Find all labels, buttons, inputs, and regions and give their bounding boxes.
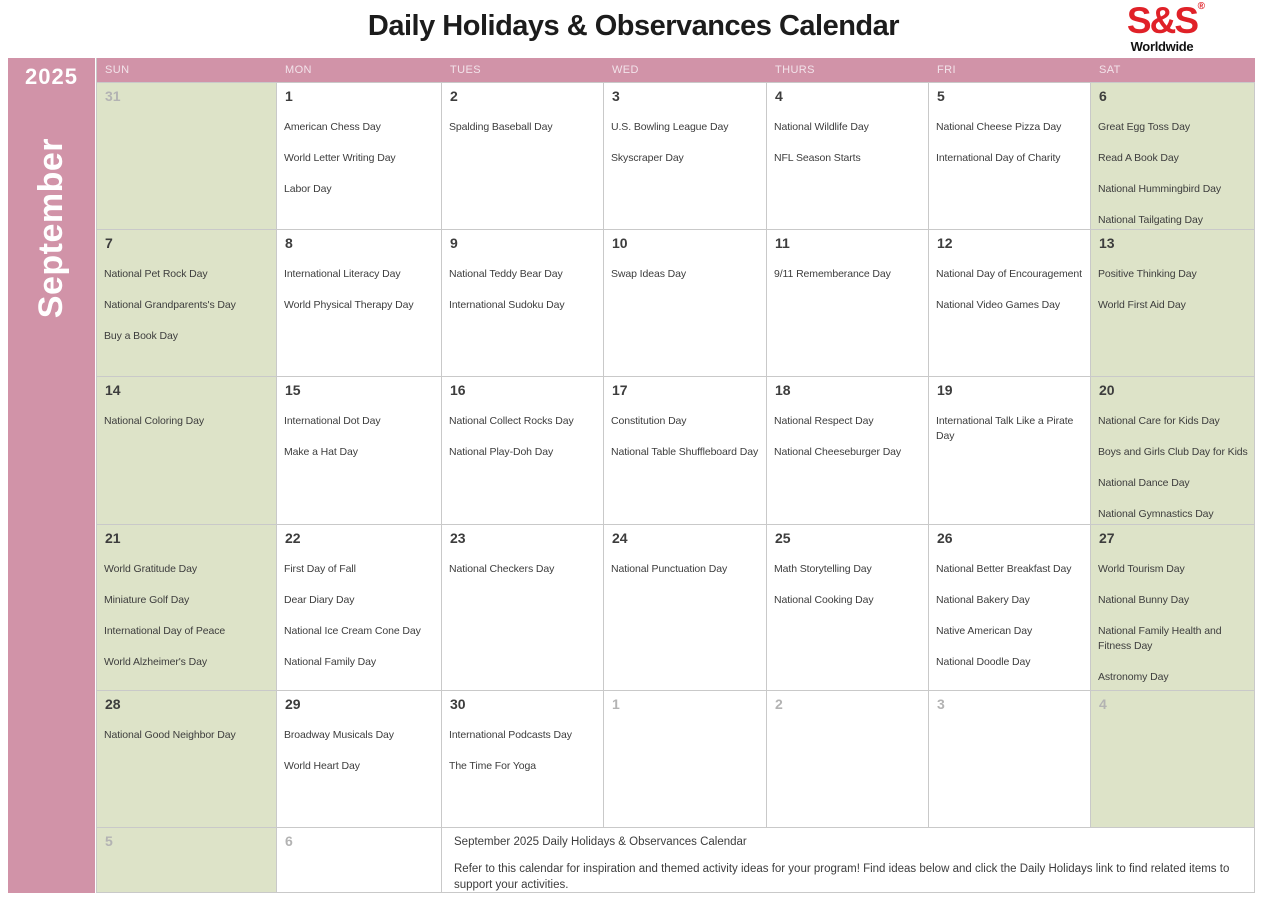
holiday-label: Astronomy Day — [1098, 671, 1169, 683]
day-number: 25 — [775, 530, 791, 546]
day-number: 4 — [775, 88, 783, 104]
day-header-tues: TUES — [442, 58, 604, 82]
day-number: 31 — [105, 88, 121, 104]
holiday-label: National Dance Day — [1098, 477, 1190, 489]
holiday-label: National Ice Cream Cone Day — [284, 625, 421, 637]
top-bar — [0, 0, 1267, 58]
calendar-cell — [604, 525, 767, 691]
holiday-label: National Care for Kids Day — [1098, 415, 1220, 427]
registered-mark: ® — [1197, 1, 1205, 12]
holiday-label: U.S. Bowling League Day — [611, 121, 729, 133]
calendar-cell — [277, 828, 442, 893]
calendar-cell — [277, 691, 442, 828]
ss-worldwide-logo — [1126, 0, 1205, 54]
holiday-label: Swap Ideas Day — [611, 268, 687, 280]
calendar-cell — [97, 525, 277, 691]
footer-note — [442, 828, 1255, 893]
calendar-cell — [442, 230, 604, 377]
holiday-label: National Day of Encouragement — [936, 268, 1082, 280]
calendar-cell — [604, 230, 767, 377]
day-number: 6 — [285, 833, 293, 849]
day-number: 14 — [105, 382, 121, 398]
holiday-label: World Heart Day — [284, 760, 360, 772]
holiday-label: American Chess Day — [284, 121, 381, 133]
day-header-fri: FRI — [929, 58, 1091, 82]
day-number: 1 — [285, 88, 293, 104]
holiday-label: National Video Games Day — [936, 299, 1061, 311]
calendar-cell — [97, 82, 277, 230]
holiday-label: Labor Day — [284, 183, 332, 195]
holiday-label: Spalding Baseball Day — [449, 121, 553, 133]
holiday-label: International Literacy Day — [284, 268, 401, 280]
calendar-cell — [767, 691, 929, 828]
holiday-label: World First Aid Day — [1098, 299, 1186, 311]
holiday-label: NFL Season Starts — [774, 152, 861, 164]
holiday-label: National Table Shuffleboard Day — [611, 446, 759, 458]
day-number: 6 — [1099, 88, 1107, 104]
holiday-label: National Hummingbird Day — [1098, 183, 1222, 195]
day-number: 18 — [775, 382, 791, 398]
day-number: 7 — [105, 235, 113, 251]
day-number: 20 — [1099, 382, 1115, 398]
calendar-cell — [929, 691, 1091, 828]
holiday-label: First Day of Fall — [284, 563, 356, 575]
calendar-cell — [1091, 230, 1255, 377]
calendar-cell — [767, 525, 929, 691]
calendar-page — [8, 58, 1267, 893]
holiday-label: National Good Neighbor Day — [104, 729, 236, 741]
day-number: 2 — [775, 696, 783, 712]
calendar-cell — [442, 691, 604, 828]
holiday-label: National Coloring Day — [104, 415, 205, 427]
calendar-cell — [929, 230, 1091, 377]
calendar-cell — [97, 377, 277, 525]
day-header-thurs: THURS — [767, 58, 929, 82]
day-number: 17 — [612, 382, 628, 398]
holiday-label: Broadway Musicals Day — [284, 729, 394, 741]
holiday-label: National Punctuation Day — [611, 563, 728, 575]
holiday-label: Read A Book Day — [1098, 152, 1179, 164]
calendar-cell — [442, 525, 604, 691]
calendar-cell — [1091, 82, 1255, 230]
day-header-mon: MON — [277, 58, 442, 82]
day-number: 28 — [105, 696, 121, 712]
holiday-label: World Letter Writing Day — [284, 152, 396, 164]
day-number: 16 — [450, 382, 466, 398]
calendar-cell — [929, 377, 1091, 525]
footer-note-body: Refer to this calendar for inspiration and themed activity ideas for your program! Find ideas below and click the Daily Holidays link to find related items to support your activities. — [454, 863, 1230, 891]
calendar-cell — [442, 377, 604, 525]
day-number: 1 — [612, 696, 620, 712]
holiday-label: International Podcasts Day — [449, 729, 572, 741]
day-number: 13 — [1099, 235, 1115, 251]
holiday-label: Buy a Book Day — [104, 330, 178, 342]
holiday-label: National Pet Rock Day — [104, 268, 208, 280]
holiday-label: Math Storytelling Day — [774, 563, 872, 575]
calendar-cell — [767, 82, 929, 230]
day-number: 21 — [105, 530, 121, 546]
calendar-cell — [277, 82, 442, 230]
holiday-label: Dear Diary Day — [284, 594, 355, 606]
logo-sub-text: Worldwide — [1130, 39, 1194, 54]
holiday-label: Boys and Girls Club Day for Kids — [1098, 446, 1248, 458]
day-number: 29 — [285, 696, 301, 712]
holiday-label: National Grandparents's Day — [104, 299, 236, 311]
holiday-label: Make a Hat Day — [284, 446, 358, 458]
footer-note-title: September 2025 Daily Holidays & Observances Calendar — [454, 836, 747, 848]
day-number: 4 — [1099, 696, 1107, 712]
calendar-cell — [929, 525, 1091, 691]
holiday-label: National Wildlife Day — [774, 121, 869, 133]
day-number: 10 — [612, 235, 628, 251]
holiday-label: National Cheeseburger Day — [774, 446, 902, 458]
day-number: 19 — [937, 382, 953, 398]
calendar-cell — [929, 82, 1091, 230]
calendar-grid — [96, 58, 1254, 893]
holiday-label: 9/11 Rememberance Day — [774, 268, 891, 280]
holiday-label: National Respect Day — [774, 415, 874, 427]
holiday-label: National Family Health and Fitness Day — [1098, 625, 1222, 652]
page-title: Daily Holidays & Observances Calendar — [367, 10, 900, 42]
holiday-label: International Talk Like a Pirate Day — [936, 415, 1074, 442]
day-number: 8 — [285, 235, 293, 251]
logo-brand-text: S&S ® — [1126, 0, 1205, 41]
holiday-label: National Bakery Day — [936, 594, 1030, 606]
calendar-cell — [277, 230, 442, 377]
day-header-sun: SUN — [97, 58, 277, 82]
calendar-cell — [1091, 377, 1255, 525]
day-number: 9 — [450, 235, 458, 251]
day-number: 5 — [105, 833, 113, 849]
day-number: 12 — [937, 235, 953, 251]
day-number: 3 — [612, 88, 620, 104]
holiday-label: Constitution Day — [611, 415, 687, 427]
calendar-cell — [604, 82, 767, 230]
calendar-cell — [442, 82, 604, 230]
holiday-label: World Physical Therapy Day — [284, 299, 414, 311]
holiday-label: National Cheese Pizza Day — [936, 121, 1062, 133]
holiday-label: World Alzheimer's Day — [104, 656, 207, 668]
holiday-label: International Dot Day — [284, 415, 381, 427]
day-number: 3 — [937, 696, 945, 712]
day-header-sat: SAT — [1091, 58, 1255, 82]
holiday-label: National Cooking Day — [774, 594, 874, 606]
day-number: 23 — [450, 530, 466, 546]
calendar-cell — [767, 377, 929, 525]
holiday-label: Great Egg Toss Day — [1098, 121, 1190, 133]
day-number: 11 — [775, 235, 790, 251]
calendar-cell — [277, 377, 442, 525]
year-label: 2025 — [25, 64, 78, 89]
calendar-cell — [1091, 691, 1255, 828]
holiday-label: Miniature Golf Day — [104, 594, 190, 606]
holiday-label: Skyscraper Day — [611, 152, 684, 164]
calendar-cell — [97, 691, 277, 828]
holiday-label: International Day of Peace — [104, 625, 226, 637]
holiday-label: World Tourism Day — [1098, 563, 1185, 575]
holiday-label: National Gymnastics Day — [1098, 508, 1214, 520]
day-header-wed: WED — [604, 58, 767, 82]
calendar-cell — [604, 377, 767, 525]
day-number: 5 — [937, 88, 945, 104]
month-sidebar — [8, 58, 95, 893]
holiday-label: National Bunny Day — [1098, 594, 1190, 606]
calendar-cell — [97, 230, 277, 377]
month-label: September — [32, 138, 70, 319]
day-number: 30 — [450, 696, 466, 712]
holiday-label: National Tailgating Day — [1098, 214, 1203, 226]
holiday-label: International Day of Charity — [936, 152, 1061, 164]
day-number: 26 — [937, 530, 953, 546]
day-number: 2 — [450, 88, 458, 104]
holiday-label: World Gratitude Day — [104, 563, 198, 575]
holiday-label: International Sudoku Day — [449, 299, 565, 311]
calendar-cell — [277, 525, 442, 691]
holiday-label: National Teddy Bear Day — [449, 268, 563, 280]
holiday-label: Positive Thinking Day — [1098, 268, 1197, 280]
holiday-label: National Collect Rocks Day — [449, 415, 574, 427]
holiday-label: National Doodle Day — [936, 656, 1031, 668]
holiday-label: National Family Day — [284, 656, 377, 668]
holiday-label: The Time For Yoga — [449, 760, 537, 772]
calendar-cell — [97, 828, 277, 893]
calendar-cell — [1091, 525, 1255, 691]
day-number: 27 — [1099, 530, 1115, 546]
holiday-label: Native American Day — [936, 625, 1033, 637]
calendar-cell — [767, 230, 929, 377]
day-number: 15 — [285, 382, 301, 398]
holiday-label: National Checkers Day — [449, 563, 555, 575]
holiday-label: National Better Breakfast Day — [936, 563, 1072, 575]
calendar-cell — [604, 691, 767, 828]
holiday-label: National Play-Doh Day — [449, 446, 554, 458]
day-number: 22 — [285, 530, 301, 546]
day-number: 24 — [612, 530, 628, 546]
